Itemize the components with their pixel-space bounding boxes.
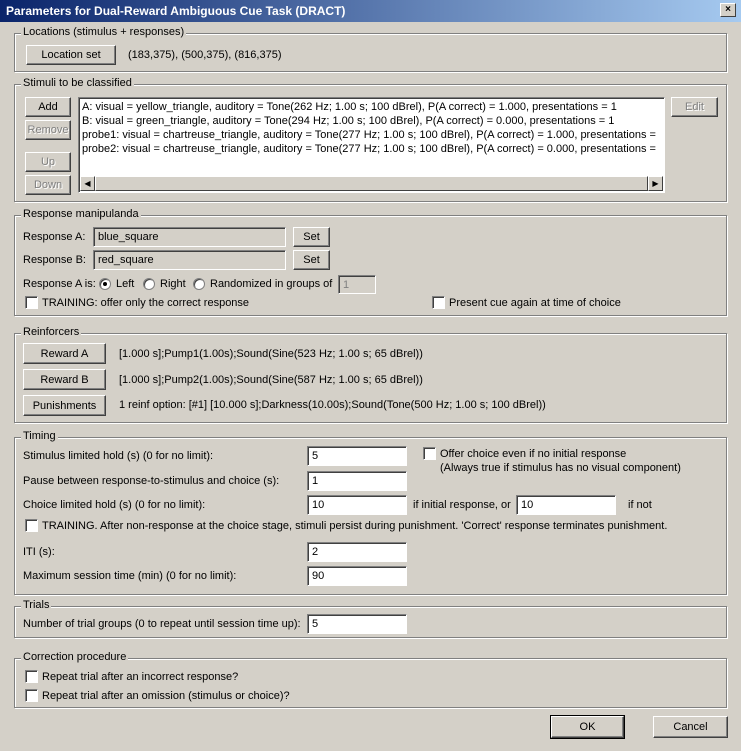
up-button[interactable]: Up (25, 152, 71, 172)
response-a-field: blue_square (93, 227, 286, 247)
radio-randomized-label: Randomized in groups of (210, 278, 333, 290)
reward-b-button[interactable]: Reward B (23, 369, 106, 390)
repeat-incorrect-label: Repeat trial after an incorrect response? (42, 671, 239, 683)
set-response-a-button[interactable]: Set (293, 227, 330, 247)
ok-button[interactable]: OK (551, 716, 624, 738)
groups-of-field[interactable]: 1 (338, 275, 376, 294)
stim-hold-label: Stimulus limited hold (s) (0 for no limit): (23, 450, 214, 462)
response-a-label: Response A: (23, 231, 86, 243)
max-session-input[interactable]: 90 (307, 566, 407, 586)
timing-group-label: Timing (23, 430, 56, 442)
offer-choice-note: (Always true if stimulus has no visual component) (440, 462, 681, 474)
choice-hold-alt-input[interactable]: 10 (516, 495, 616, 515)
location-set-button[interactable]: Location set (26, 45, 116, 65)
response-a-is-label: Response A is: (23, 278, 96, 290)
reward-b-desc: [1.000 s];Pump2(1.00s);Sound(Sine(587 Hz; 1.00 s; 65 dBrel)) (119, 374, 423, 386)
repeat-incorrect-checkbox[interactable] (25, 670, 38, 683)
down-button[interactable]: Down (25, 175, 71, 195)
training-persist-label: TRAINING. After non-response at the choice stage, stimuli persist during punishment. 'Correct' response terminates punishment. (42, 520, 668, 532)
response-b-label: Response B: (23, 254, 86, 266)
iti-label: ITI (s): (23, 546, 55, 558)
cancel-button[interactable]: Cancel (653, 716, 728, 738)
present-cue-label: Present cue again at time of choice (449, 297, 621, 309)
radio-right-label: Right (160, 278, 186, 290)
radio-left-label: Left (116, 278, 135, 290)
scroll-right-icon[interactable]: ▶ (648, 176, 663, 191)
stim-hold-input[interactable]: 5 (307, 446, 407, 466)
reinforcers-group-label: Reinforcers (23, 326, 80, 338)
punishments-button[interactable]: Punishments (23, 395, 106, 416)
reward-a-button[interactable]: Reward A (23, 343, 106, 364)
if-initial-label: if initial response, or (413, 499, 511, 511)
radio-left[interactable] (99, 278, 111, 290)
offer-choice-checkbox[interactable] (423, 447, 436, 460)
correction-group-label: Correction procedure (23, 651, 127, 663)
max-session-label: Maximum session time (min) (0 for no limit): (23, 570, 237, 582)
list-item[interactable]: probe1: visual = chartreuse_triangle, auditory = Tone(277 Hz; 1.00 s; 100 dBrel), P(A correct) = 1.000, presentations = (82, 129, 656, 141)
set-response-b-button[interactable]: Set (293, 250, 330, 270)
trials-group-label: Trials (23, 599, 50, 611)
offer-choice-label: Offer choice even if no initial response (440, 448, 627, 460)
trial-groups-input[interactable]: 5 (307, 614, 407, 634)
training-persist-checkbox[interactable] (25, 519, 38, 532)
list-item[interactable]: A: visual = yellow_triangle, auditory = Tone(262 Hz; 1.00 s; 100 dBrel), P(A correct) = 1.000, presentations = 1 (82, 101, 617, 113)
reward-a-desc: [1.000 s];Pump1(1.00s);Sound(Sine(523 Hz; 1.00 s; 65 dBrel)) (119, 348, 423, 360)
window-title: Parameters for Dual-Reward Ambiguous Cue Task (DRACT) (6, 4, 346, 18)
horizontal-scrollbar[interactable] (80, 176, 663, 191)
title-bar (0, 0, 741, 22)
choice-hold-input[interactable]: 10 (307, 495, 407, 515)
locations-group (14, 26, 727, 72)
stimuli-group-label: Stimuli to be classified (23, 77, 132, 89)
training-correct-checkbox[interactable] (25, 296, 38, 309)
trial-groups-label: Number of trial groups (0 to repeat until session time up): (23, 618, 301, 630)
edit-button[interactable]: Edit (671, 97, 718, 117)
scrollbar-thumb[interactable] (95, 176, 648, 191)
repeat-omission-checkbox[interactable] (25, 689, 38, 702)
locations-group-label: Locations (stimulus + responses) (23, 26, 185, 38)
repeat-omission-label: Repeat trial after an omission (stimulus or choice)? (42, 690, 290, 702)
list-item[interactable]: B: visual = green_triangle, auditory = Tone(294 Hz; 1.00 s; 100 dBrel), P(A correct) = 0.000, presentations = 1 (82, 115, 615, 127)
radio-right[interactable] (143, 278, 155, 290)
add-button[interactable]: Add (25, 97, 71, 117)
iti-input[interactable]: 2 (307, 542, 407, 562)
punishments-desc: 1 reinf option: [#1] [10.000 s];Darkness(10.00s);Sound(Tone(500 Hz; 1.00 s; 100 dBrel)) (119, 399, 546, 411)
radio-randomized[interactable] (193, 278, 205, 290)
training-correct-label: TRAINING: offer only the correct response (42, 297, 250, 309)
close-icon[interactable]: × (720, 3, 736, 17)
manipulanda-group-label: Response manipulanda (23, 208, 139, 220)
locations-value: (183,375), (500,375), (816,375) (128, 49, 282, 61)
scroll-left-icon[interactable]: ◀ (80, 176, 95, 191)
present-cue-checkbox[interactable] (432, 296, 445, 309)
stimuli-listbox[interactable] (78, 97, 665, 193)
if-not-label: if not (628, 499, 652, 511)
pause-input[interactable]: 1 (307, 471, 407, 491)
list-item[interactable]: probe2: visual = chartreuse_triangle, auditory = Tone(277 Hz; 1.00 s; 100 dBrel), P(A correct) = 0.000, presentations = (82, 143, 656, 155)
choice-hold-label: Choice limited hold (s) (0 for no limit): (23, 499, 206, 511)
pause-label: Pause between response-to-stimulus and choice (s): (23, 475, 280, 487)
remove-button[interactable]: Remove (25, 120, 71, 140)
response-b-field: red_square (93, 250, 286, 270)
